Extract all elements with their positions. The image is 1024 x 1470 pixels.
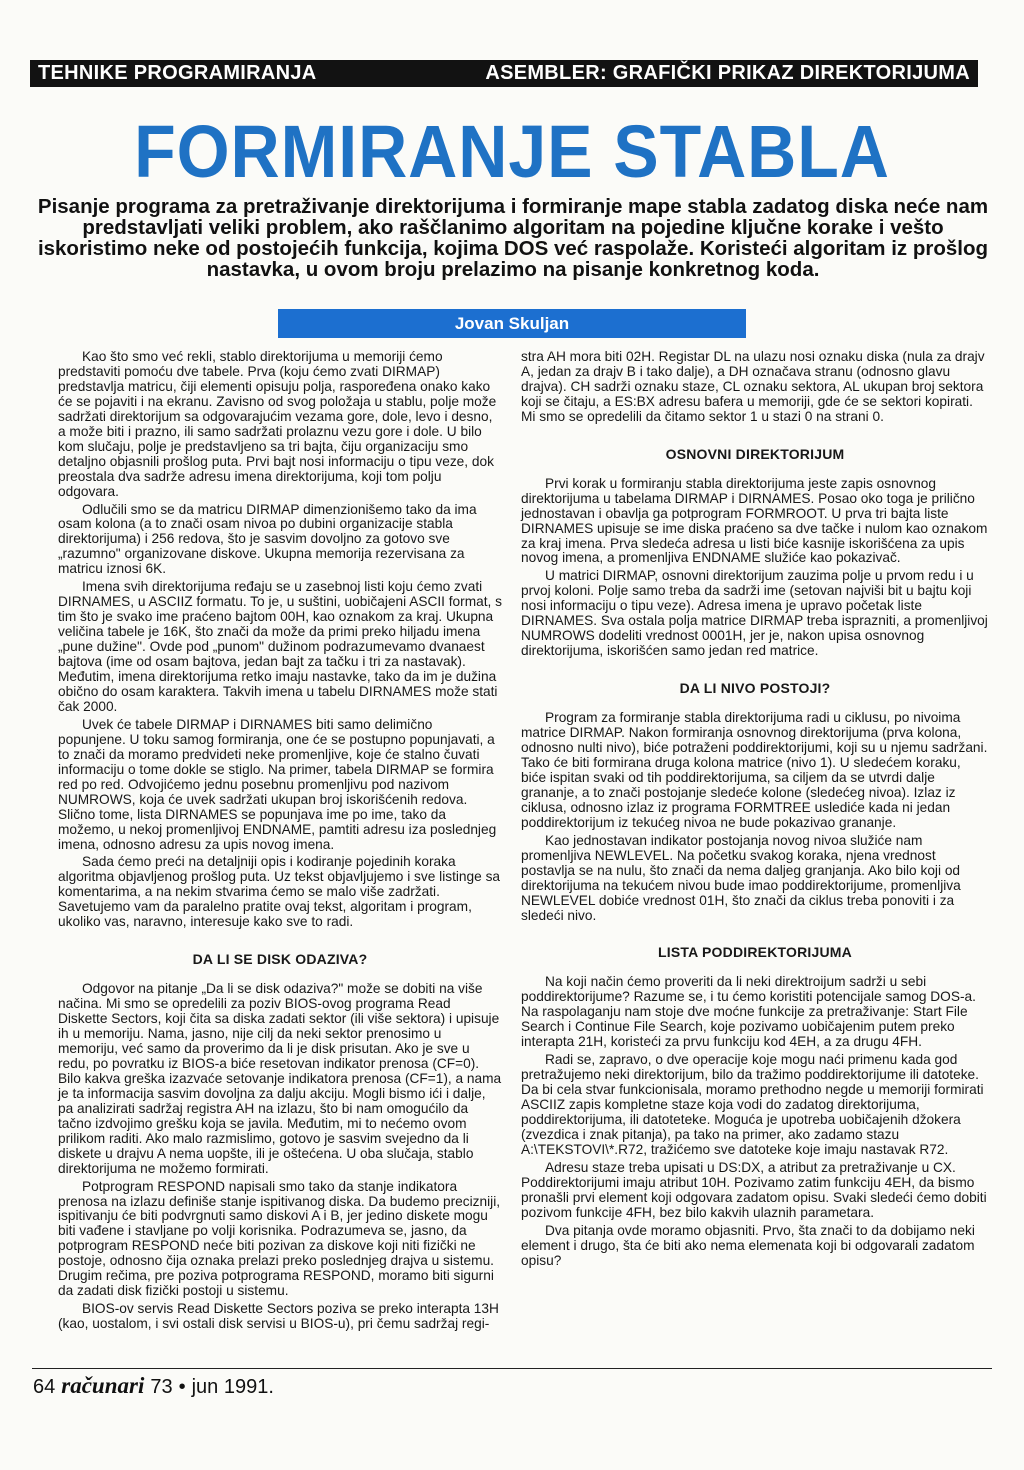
bullet-separator: • — [178, 1376, 186, 1398]
magazine-logo: računari — [61, 1373, 145, 1398]
paragraph: Sada ćemo preći na detaljniji opis i kodiranje pojedinih koraka algoritma objavljenog prošlog puta. Uz tekst objavljujemo i sve listinge sa komentarima, a na nekim stvarima ćemo se malo više zadržati. Savetujemo vam da paralelno pratite ovaj tekst, algoritam i program, ukoliko vas, naravno, interesuje kako sve to radi. — [58, 854, 501, 930]
article-lead: Pisanje programa za pretraživanje direktorijuma i formiranje mape stabla zadatog diska neće nam predstavljati veliki problem, ako raščlanimo algoritam na pojedine ključne korake i vešto iskoristimo neke od postojećih funkcija, kojima DOS već raspolaže. Koristeći algoritam iz prošlog nastavka, u ovom broju prelazimo na pisanje konkretnog koda. — [37, 195, 989, 281]
left-column — [58, 350, 502, 1335]
section-label-left: TEHNIKE PROGRAMIRANJA — [38, 62, 317, 84]
section-heading: LISTA PODDIREKTORIJUMA — [658, 944, 852, 961]
paragraph: Na koji način ćemo proveriti da li neki direktroijum sadrži u sebi poddirektorijume? Razume se, i tu ćemo koristiti potencijale samog DOS-a. Na raspolaganju nam stoje dve moćne funkcije za pretraživanje: Start File Search i Continue File Search, koje pozivamo uobičajenim putem preko interapta 21H, koristeći za prvu funkciju kod 4EH, a za drugu 4FH. — [521, 974, 976, 1050]
paragraph: BIOS-ov servis Read Diskette Sectors poziva se preko interapta 13H (kao, uostalom, i svi ostali disk servisi u BIOS-u), pri čemu sadržaj regi- — [58, 1301, 499, 1332]
paragraph: Kao što smo već rekli, stablo direktorijuma u memoriji ćemo predstaviti pomoću dve tabele. Prva (koju ćemo zvati DIRMAP) predstavlja matricu, čiji elementi opisuju polja, raspoređena onako kako će se pojaviti i na ekranu. Zavisno od svog položaja u stablu, polje može sadržati direktorijum sa odgovarajućim vezama gore, dole, levo i desno, a može biti i prazno, ili samo sadržati prolaznu vezu gore i dole. U bilo kom slučaju, polje je predstavljeno sa tri bajta, čiju organizaciju smo detaljno objasnili prošlog puta. Prvi bajt nosi informaciju o tipu veze, dok preostala dva sadrže adresu imena direktorijuma, koji tom polju odgovara. — [58, 349, 497, 499]
paragraph: U matrici DIRMAP, osnovni direktorijum zauzima polje u prvom redu i u prvoj koloni. Polje samo treba da sadrži ime (setovan najviši bit u bajtu koji nosi informaciju o tipu veze). Adresa imena je upravo početak liste DIRNAMES. Sva ostala polja matrice DIRMAP treba isprazniti, a promenljivoj NUMROWS dodeliti vrednost 0001H, jer je, nakon upisa osnovnog direktorijuma, iskorišćen samo jedan red matrice. — [521, 568, 988, 659]
paragraph: stra AH mora biti 02H. Registar DL na ulazu nosi oznaku diska (nula za drajv A, jedan za drajv B i tako dalje), a DH označava stranu (odnosno glavu drajva). CH sadrži oznaku staze, CL oznaku sektora, AL ukupan broj sektora koji se čitaju, a ES:BX adresu bafera u memoriji, gde će se sektori kopirati. Mi smo se opredelili da čitamo sektor 1 u stazi 0 na strani 0. — [521, 349, 985, 424]
paragraph: Radi se, zapravo, o dve operacije koje mogu naći primenu kada god pretražujemo neki direktorijum, bilo da tražimo poddirektorijume ili datoteke. Da bi cela stvar funkcionisala, moramo prethodno negde u memoriji formirati ASCIIZ zapis kompletne staze koja vodi do zadatog direktorijuma, poddirektorijuma, ili datoteteke. Moguća je upotreba uobičajenih džokera (zvezdica i znak pitanja), pa tako na primer, ako zadamo stazu A:\TEKSTOVI\*.R72, tražićemo sve datoteke koje imaju nastavak R72. — [521, 1052, 984, 1157]
paragraph: Adresu staze treba upisati u DS:DX, a atribut za pretraživanje u CX. Poddirektorijumi imaju atribut 10H. Pozivamo zatim funkciju 4EH, da bismo pronašli prvi element koji odgovara zadatom opisu. Svaki sledeći ćemo dobiti pozivom funkcije 4FH, bez bilo kakvih ulaznih parametara. — [521, 1159, 987, 1220]
paragraph: Odgovor na pitanje „Da li se disk odaziva?" može se dobiti na više načina. Mi smo se opredelili za poziv BIOS-ovog programa Read Diskette Sectors, koji čita sa diska zadati sektor (ili više sektora) i upisuje ih u memoriju. Nama, jasno, nije cilj da neki sektor prenosimo u memoriju, već samo da proverimo da li je disk prisutan. Ako je sve u redu, po povratku iz BIOS-a biće resetovan indikator prenosa (CF=0). Bilo kakva greška izazvaće setovanje indikatora prenosa (CF=1), a nama je ta informacija sasvim dovoljna za dalju akciju. Mogli bismo ići i dalje, pa analizirati sadržaj registra AH na izlazu, što bi nam omogućilo da tačno izdvojimo grešku koja se javila. Međutim, mi to nećemo ovom prilikom raditi. Ako malo razmislimo, gotovo je sasvim svejedno da li diskete u drajvu A nema uopšte, ili je oštećena. U oba slučaja, stablo direktorijuma ne možemo formirati. — [58, 981, 502, 1176]
paragraph: Odlučili smo se da matricu DIRMAP dimenzionišemo tako da ima osam kolona (a to znači osam nivoa po dubini organizacije stabla direktorijuma) i 256 redova, što je sasvim dovoljno za gotovo sve „razumno" organizovane diskove. Ukupna memorija rezervisana za matricu iznosi 6K. — [58, 501, 477, 577]
paragraph: Kao jednostavan indikator postojanja novog nivoa služiće nam promenljiva NEWLEVEL. Na početku svakog koraka, njena vrednost postavlja se na nulu, što znači da nema daljeg granjanja. Ako bilo koji od direktorijuma na tekućem nivou bude imao poddirektorijume, promenljiva NEWLEVEL dobiće vrednost 01H, što znači da ciklus treba ponoviti i za sledeći nivo. — [521, 832, 961, 923]
page-number: 64 — [33, 1376, 56, 1398]
paragraph: Program za formiranje stabla direktorijuma radi u ciklusu, po nivoima matrice DIRMAP. Nakon formiranja osnovnog direktorijuma (prva kolona, odnosno nulti nivo), biće potraženi poddirektorijumi, koji su u njemu sadržani. Tako će biti formirana druga kolona matrice (nivo 1). U sledećem koraku, biće ispitan svaki od tih poddirektorijuma, sa ciljem da se utvrdi dalje grananje, a to znači postojanje sledeće kolone (sledećeg nivoa). Izlaz iz ciklusa, odnosno izlaz iz programa FORMTREE uslediće kada ni jedan poddirektorijum iz tekućeg nivoa ne bude pokazivao grananje. — [521, 710, 988, 830]
issue-number: 73 — [150, 1376, 173, 1398]
section-heading: OSNOVNI DIREKTORIJUM — [665, 445, 845, 462]
paragraph: Prvi korak u formiranju stabla direktorijuma jeste zapis osnovnog direktorijuma u tabelama DIRMAP i DIRNAMES. Posao oko toga je prilično jednostavan i obavlja ga potprogram FORMROOT. U prva tri bajta liste DIRNAMES upisuje se ime diska praćeno sa dve tačke i nulom kao oznakom za kraj imena. Prva sledeća adresa u listi biće kasnije iskorišćena za upis novog imena, a promenljiva ENDNAME služiće kao pokazivač. — [521, 475, 988, 566]
section-header-bar — [30, 60, 978, 87]
footer-rule — [32, 1368, 992, 1369]
section-label-right: ASEMBLER: GRAFIČKI PRIKAZ DIREKTORIJUMA — [485, 62, 970, 84]
paragraph: Potprogram RESPOND napisali smo tako da stanje indikatora prenosa na izlazu definiše stanje ispitivanog diska. Da budemo precizniji, ispitivanju će biti podvrgnuti samo diskovi A i B, jer jedino diskete mogu biti vađene i stavljane po volji korisnika. Podrazumeva se, jasno, da potprogram RESPOND neće biti pozivan za diskove koji niti fizički ne postoje, odnosno čija oznaka prelazi preko poslednjeg drajva u sistemu. Drugim rečima, pre poziva potprograma RESPOND, moramo biti sigurni da zadati disk fizički postoji u sistemu. — [58, 1178, 501, 1299]
article-title: FORMIRANJE STABLA — [134, 110, 890, 193]
issue-date: jun 1991. — [191, 1376, 274, 1398]
section-heading: DA LI NIVO POSTOJI? — [679, 680, 831, 697]
paragraph: Uvek će tabele DIRMAP i DIRNAMES biti samo delimično popunjene. U toku samog formiranja, one će se postupno popunjavati, a to znači da moramo predvideti neke promenljive, koje će stalno čuvati informaciju o tome dokle se stiglo. Na primer, tabela DIRMAP se formira red po red. Odvojićemo jednu posebnu promenljivu pod nazivom NUMROWS, koja će uvek sadržati ukupan broj iskorišćenih redova. Slično tome, lista DIRNAMES se popunjava ime po ime, tako da možemo, u nekoj promenljivoj ENDNAME, pamtiti adresu iza poslednjeg imena, odnosno adresu za upis novog imena. — [58, 716, 497, 852]
paragraph: Imena svih direktorijuma ređaju se u zasebnoj listi koju ćemo zvati DIRNAMES, u ASCIIZ formatu. To je, u suštini, uobičajeni ASCII format, s tim što je svako ime praćeno bajtom 00H, kao oznakom za kraj. Ukupna veličina tabele je 16K, što znači da može da primi preko hiljadu imena „pune dužine". Ovde pod „punom" dužinom podrazumevamo dvanaest bajtova (ime od osam bajtova, jedan bajt za tačku i tri za nastavak). Međutim, imena direktorijuma retko imaju nastavke, tako da im je dužina obično do osam karaktera. Takvih imena u tabelu DIRNAMES može stati čak 2000. — [58, 579, 502, 714]
section-heading: DA LI SE DISK ODAZIVA? — [192, 951, 368, 968]
right-column — [521, 350, 989, 1272]
page-footer — [33, 1373, 274, 1399]
author-byline: Jovan Skuljan — [278, 309, 746, 338]
paragraph: Dva pitanja ovde moramo objasniti. Prvo, šta znači to da dobijamo neki element i drugo, šta će biti ako nema elemenata koji bi odgovarali zadatom opisu? — [521, 1222, 975, 1268]
